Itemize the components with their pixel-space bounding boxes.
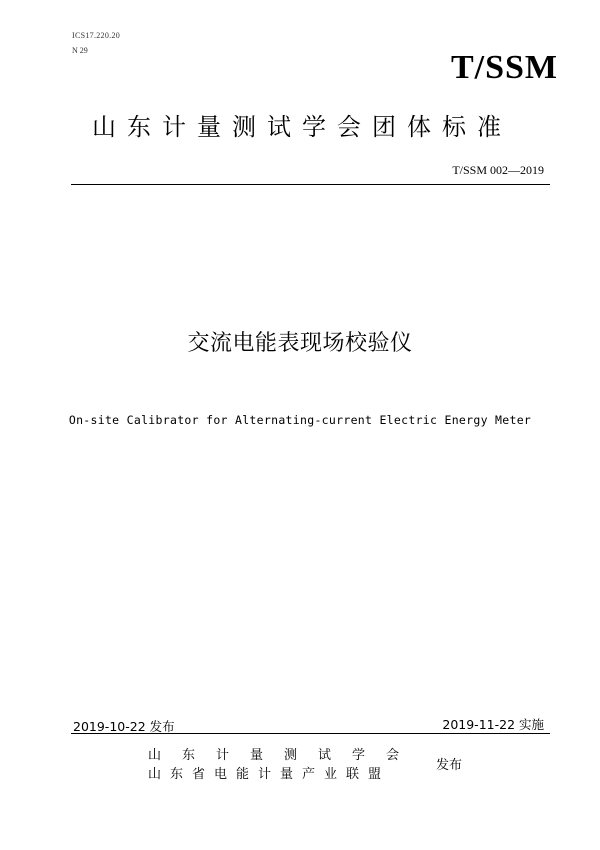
implementation-date: 2019-11-22 实施	[442, 717, 544, 732]
standard-number: T/SSM 002—2019	[452, 163, 544, 177]
bottom-divider	[71, 733, 550, 734]
publish-label: 发布	[436, 758, 463, 773]
organization-standard-title: 山东计量测试学会团体标准	[92, 113, 512, 141]
publisher-block	[148, 746, 420, 784]
ccs-code: N 29	[72, 46, 88, 55]
issue-date: 2019-10-22 发布	[73, 719, 175, 734]
publisher-1: 山东计量测试学会	[148, 748, 421, 763]
ics-code: ICS17.220.20	[72, 31, 121, 40]
publisher-2: 山东省电能计量产业联盟	[148, 767, 391, 782]
standard-brand: T/SSM	[450, 49, 558, 86]
top-divider	[71, 184, 550, 185]
document-title-chinese: 交流电能表现场校验仪	[187, 331, 413, 356]
document-title-english: On-site Calibrator for Alternating-current Electric Energy Meter	[68, 413, 532, 427]
